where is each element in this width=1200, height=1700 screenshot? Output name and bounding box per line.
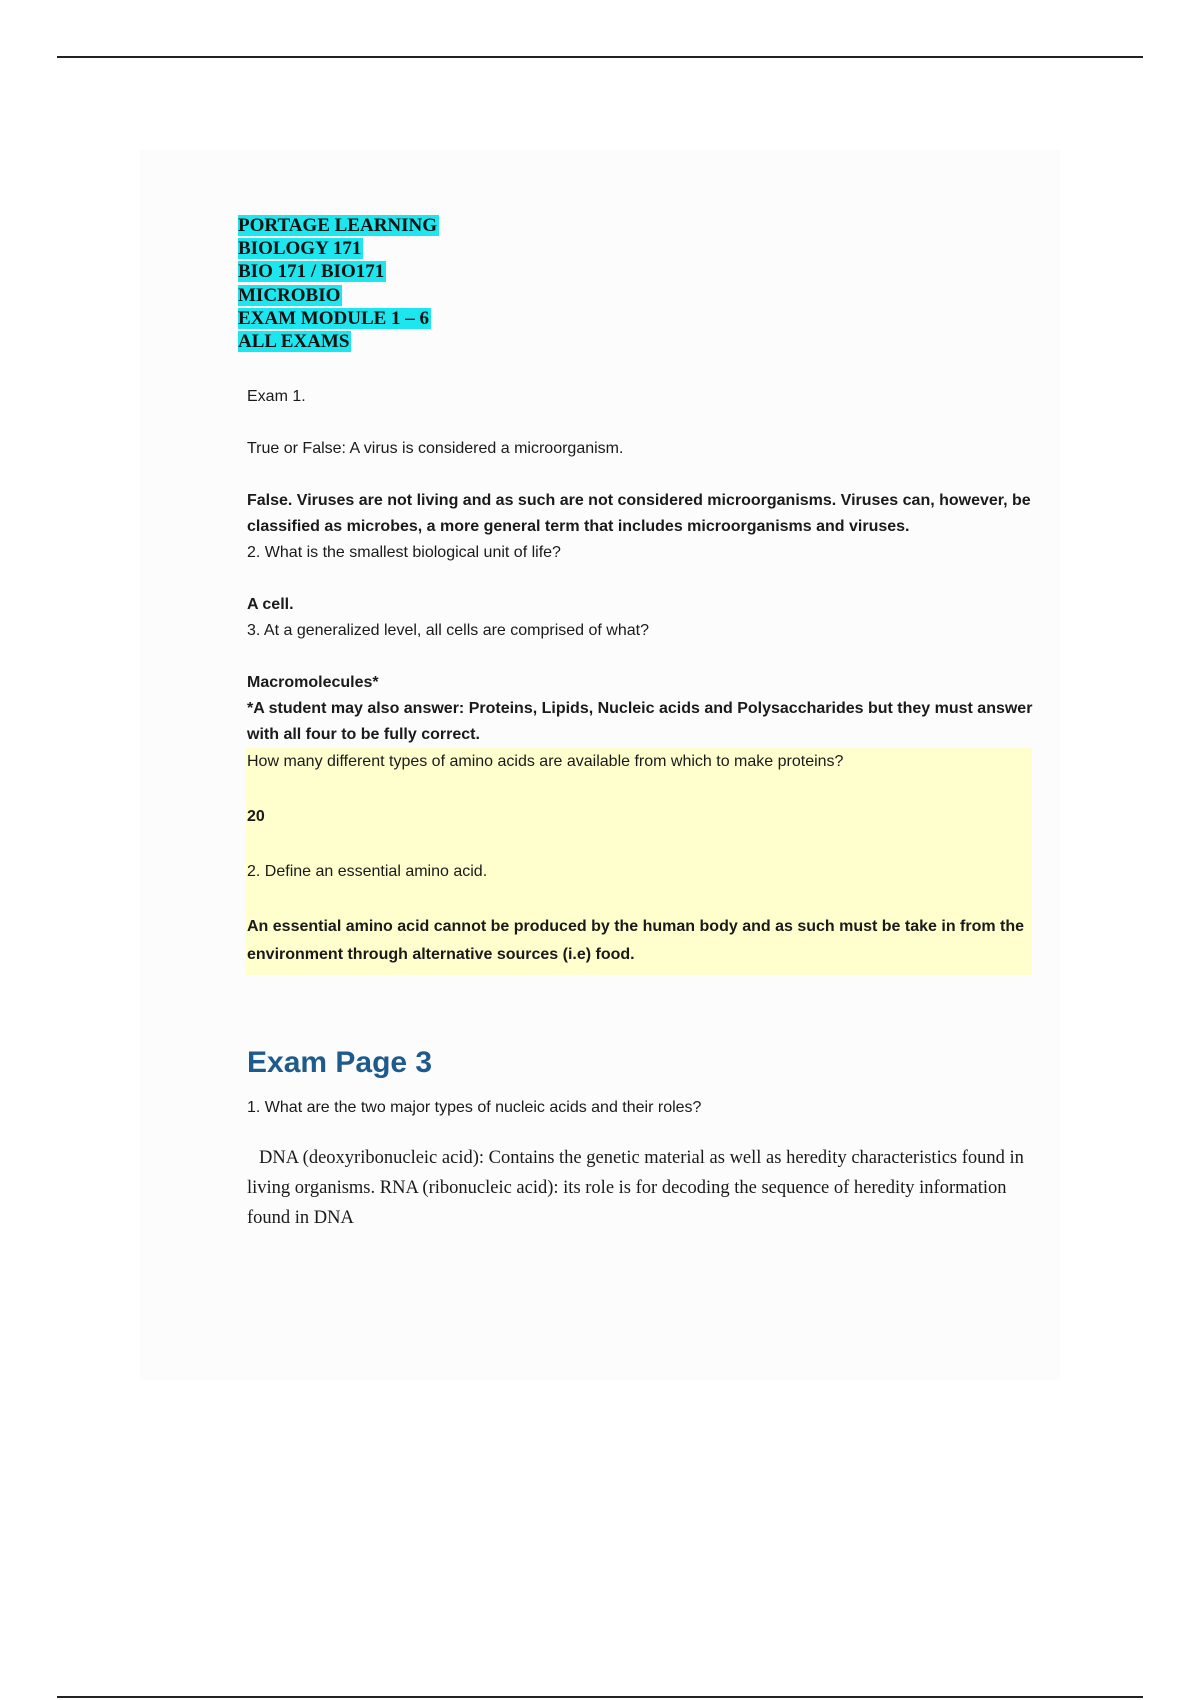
answer-text: 20 bbox=[247, 808, 265, 825]
header-modules: EXAM MODULE 1 – 6 bbox=[238, 307, 430, 329]
header-all-exams: ALL EXAMS bbox=[238, 331, 350, 353]
question-text: 1. What are the two major types of nucleic acids and their roles? bbox=[247, 1099, 702, 1116]
answer-text: An essential amino acid cannot be produced by the human body and as such must be take in from the environment through alternative sources (i.e) food. bbox=[247, 918, 1025, 963]
question-text: How many different types of amino acids are available from which to make proteins? bbox=[247, 753, 844, 770]
bottom-rule bbox=[57, 1696, 1143, 1698]
answer-text: A cell. bbox=[247, 596, 294, 613]
header-school: PORTAGE LEARNING bbox=[238, 215, 438, 236]
answer-note: *A student may also answer: Proteins, Lipids, Nucleic acids and Polysaccharides but they must answer with all four to be fully correct. bbox=[247, 700, 1033, 743]
header-line bbox=[238, 214, 439, 237]
header-line bbox=[238, 237, 439, 260]
question-text: 3. At a generalized level, all cells are comprised of what? bbox=[247, 622, 649, 639]
header-line bbox=[238, 307, 439, 330]
top-rule bbox=[57, 56, 1143, 58]
question-text: 2. What is the smallest biological unit of life? bbox=[247, 544, 561, 561]
header-line bbox=[238, 330, 439, 353]
section-heading: Exam Page 3 bbox=[247, 1046, 433, 1079]
answer-text: DNA (deoxyribonucleic acid): Contains the genetic material as well as heredity characteristics found in living organisms. RNA (ribonucleic acid): its role is for decoding the sequence of heredity information found in DNA bbox=[247, 1148, 1024, 1228]
header-course: BIOLOGY 171 bbox=[238, 238, 362, 260]
answer-text: Macromolecules* bbox=[247, 674, 379, 691]
highlighted-section bbox=[246, 748, 1032, 975]
header-subject: MICROBIO bbox=[238, 284, 341, 306]
document-body bbox=[247, 384, 1037, 1233]
question-text: 2. Define an essential amino acid. bbox=[247, 863, 488, 880]
header-line bbox=[238, 284, 439, 307]
question-text: True or False: A virus is considered a microorganism. bbox=[247, 440, 624, 457]
header-line bbox=[238, 260, 439, 283]
document-header bbox=[238, 214, 439, 353]
answer-text: False. Viruses are not living and as such are not considered microorganisms. Viruses can, however, be classified as microbes, a more general term that includes microorganisms and viruses. bbox=[247, 492, 1031, 535]
header-course-code: BIO 171 / BIO171 bbox=[238, 261, 385, 283]
exam1-title: Exam 1. bbox=[247, 388, 306, 405]
